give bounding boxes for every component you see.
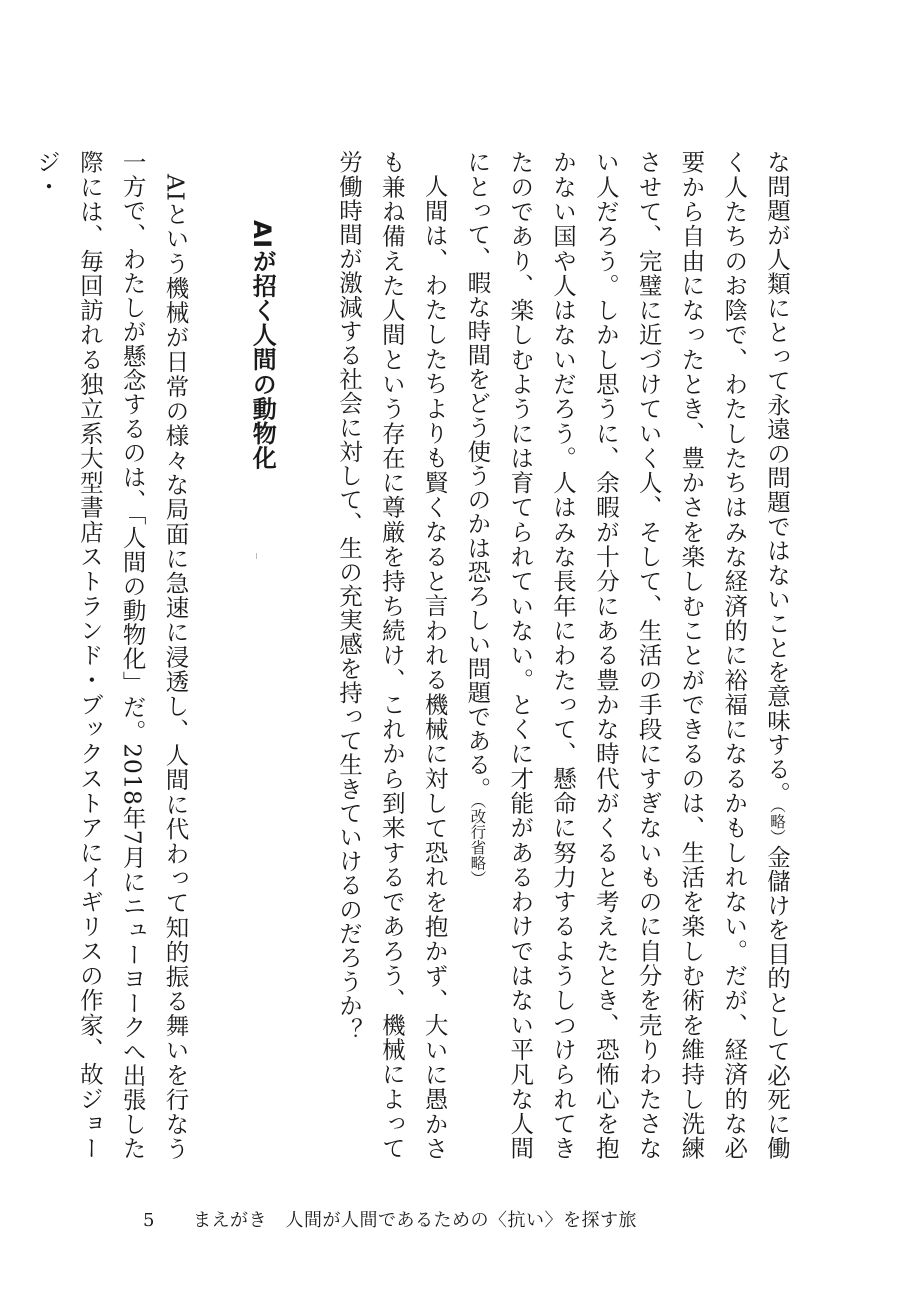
line-break-omitted-note: （改行省略）	[468, 800, 487, 886]
page-mark	[256, 553, 257, 559]
paragraph-section-start: AIという機械が日常の様々な局面に急速に浸透し、人間に代わって知的振る舞いを行なう一方で、わたしが懸念するのは、「人間の動物化」だ。2018年7月にニューヨークへ出張した際には、毎回訪れる独立系大型書店ストランド・ブックストアにイギリスの作家、故ジョージ・	[33, 150, 190, 1160]
paragraph-question: 人間は、わたしたちよりも賢くなると言われる機械に対して恐れを抱かず、大いに愚かさも兼ね備えた人間という存在に尊厳を持ち続け、これから到来するであろう、機械によって労働時間が激減する社会に対して、生の充実感を持って生きていけるのだろうか？	[335, 150, 449, 1160]
page-number: 5	[143, 1210, 155, 1231]
paragraph-quote	[456, 150, 798, 1160]
omission-note: （略）	[768, 805, 786, 845]
vertical-text-body	[25, 150, 798, 1160]
quote-text-part-1: な問題が人類にとって永遠の問題ではないことを意味する。	[763, 150, 791, 806]
running-title: まえがき 人間が人間であるための〈抗い〉を探す旅	[192, 1210, 637, 1231]
section-heading: AIが招く人間の動物化	[248, 220, 277, 471]
quote-text-part-2: 金儲けを目的として必死に働く人たちのお陰で、わたしたちはみな経済的に裕福になるかもしれない。だが、経済的な必要から自由になったとき、豊かさを楽しむことができるのは、生活を楽しむ術を維持し洗練させて、完璧に近づけていく人、そして、生活の手段にすぎないものに自分を売りわたさない人だろう。しかし思うに、余暇が十分にある豊かな時代がくると考えたとき、恐怖心を抱かない国や人はないだろう。人はみな長年にわたって、懸命に努力するようしつけられてきたのであり、楽しむようには育てられていない。とくに才能があるわけではない平凡な人間にとって、暇な時間をどう使うのかは恐ろしい問題である。	[463, 150, 791, 1161]
running-footer	[143, 1206, 637, 1232]
